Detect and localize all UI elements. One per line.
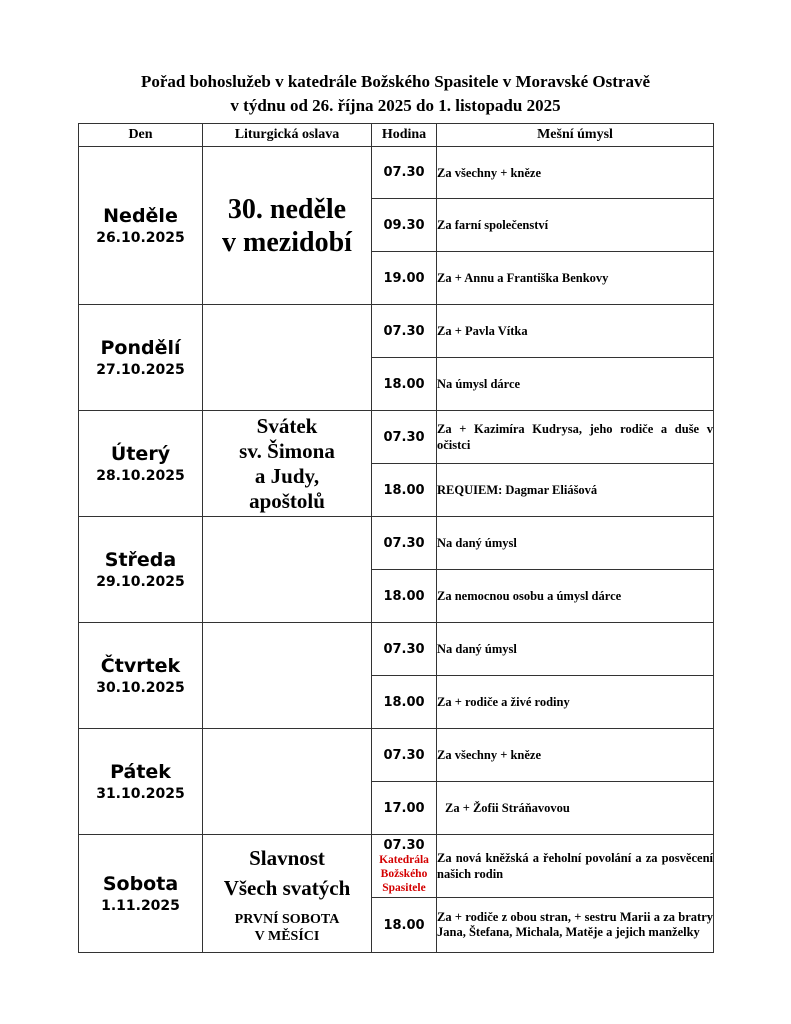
mass-intention: Za všechny + kněze bbox=[437, 147, 714, 199]
mass-time: 18.00 bbox=[372, 570, 437, 623]
mass-intention: Za + rodiče z obou stran, + sestru Marii a za bratry Jana, Štefana, Michala, Matěje a jejich manželky bbox=[437, 898, 714, 953]
mass-intention: Na daný úmysl bbox=[437, 623, 714, 676]
mass-intention: Za + Kazimíra Kudrysa, jeho rodiče a duše v očistci bbox=[437, 411, 714, 464]
feast-subtitle-line: V MĚSÍCI bbox=[254, 928, 320, 944]
day-date: 26.10.2025 bbox=[96, 229, 185, 246]
feast-line: Všech svatých bbox=[223, 875, 351, 900]
mass-intention: Za nemocnou osobu a úmysl dárce bbox=[437, 570, 714, 623]
mass-time: 17.00 bbox=[372, 782, 437, 835]
day-date: 28.10.2025 bbox=[96, 467, 185, 484]
mass-schedule-table bbox=[78, 123, 714, 953]
header-celebration: Liturgická oslava bbox=[203, 124, 372, 147]
day-cell-saturday bbox=[79, 835, 203, 953]
day-date: 1.11.2025 bbox=[101, 897, 180, 914]
title-line-2: v týdnu od 26. října 2025 do 1. listopadu 2025 bbox=[230, 96, 561, 115]
mass-intention: Za nová kněžská a řeholní povolání a za posvěcení našich rodin bbox=[437, 835, 714, 898]
mass-time: 07.30 bbox=[372, 517, 437, 570]
day-name: Středa bbox=[104, 548, 177, 571]
mass-time: 07.30 bbox=[383, 837, 425, 853]
feast-cell-tuesday bbox=[203, 411, 372, 517]
mass-time: 07.30 bbox=[372, 147, 437, 199]
mass-time: 07.30 bbox=[372, 729, 437, 782]
feast-line: v mezidobí bbox=[222, 226, 352, 258]
day-cell-monday bbox=[79, 305, 203, 411]
day-cell-wednesday bbox=[79, 517, 203, 623]
day-name: Sobota bbox=[102, 872, 179, 895]
table-row bbox=[79, 517, 714, 570]
mass-time: 07.30 bbox=[372, 411, 437, 464]
mass-intention: REQUIEM: Dagmar Eliášová bbox=[437, 464, 714, 517]
page-title bbox=[0, 70, 791, 118]
mass-time: 18.00 bbox=[372, 898, 437, 953]
day-cell-sunday bbox=[79, 147, 203, 305]
mass-location: Spasitele bbox=[382, 881, 426, 894]
feast-cell-sunday bbox=[203, 147, 372, 305]
header-hour: Hodina bbox=[372, 124, 437, 147]
mass-intention: Za všechny + kněze bbox=[437, 729, 714, 782]
feast-line: Svátek bbox=[256, 413, 318, 438]
day-name: Pátek bbox=[110, 760, 171, 783]
feast-subtitle bbox=[203, 911, 371, 945]
feast-cell-friday bbox=[203, 729, 372, 835]
mass-location: Katedrála bbox=[379, 853, 429, 866]
day-name: Pondělí bbox=[100, 336, 181, 359]
mass-time-cell bbox=[372, 835, 437, 898]
day-date: 30.10.2025 bbox=[96, 679, 185, 696]
feast-line: 30. neděle bbox=[227, 193, 347, 225]
day-cell-thursday bbox=[79, 623, 203, 729]
header-row bbox=[79, 124, 714, 147]
feast-subtitle-line: PRVNÍ SOBOTA bbox=[234, 911, 340, 927]
feast-cell-wednesday bbox=[203, 517, 372, 623]
mass-time: 18.00 bbox=[372, 358, 437, 411]
feast-line: a Judy, bbox=[254, 463, 320, 488]
table-row bbox=[79, 623, 714, 676]
feast-cell-saturday bbox=[203, 835, 372, 953]
feast-cell-thursday bbox=[203, 623, 372, 729]
mass-intention: Za + rodiče a živé rodiny bbox=[437, 676, 714, 729]
day-date: 29.10.2025 bbox=[96, 573, 185, 590]
mass-time: 07.30 bbox=[372, 305, 437, 358]
feast-line: sv. Šimona bbox=[239, 438, 335, 463]
table-row bbox=[79, 835, 714, 898]
title-line-1: Pořad bohoslužeb v katedrále Božského Spasitele v Moravské Ostravě bbox=[140, 72, 651, 91]
mass-time: 18.00 bbox=[372, 676, 437, 729]
mass-intention: Za + Annu a Františka Benkovy bbox=[437, 252, 714, 305]
mass-intention: Za + Pavla Vítka bbox=[437, 305, 714, 358]
feast-cell-monday bbox=[203, 305, 372, 411]
mass-intention: Za + Žofii Stráňavovou bbox=[437, 782, 714, 835]
table-row bbox=[79, 305, 714, 358]
day-date: 27.10.2025 bbox=[96, 361, 185, 378]
day-name: Úterý bbox=[110, 442, 171, 465]
feast-line: Slavnost bbox=[249, 845, 325, 870]
day-name: Neděle bbox=[103, 204, 178, 227]
table-row bbox=[79, 411, 714, 464]
header-day: Den bbox=[79, 124, 203, 147]
mass-time: 09.30 bbox=[372, 199, 437, 252]
day-name: Čtvrtek bbox=[100, 654, 181, 677]
header-intention: Mešní úmysl bbox=[437, 124, 714, 147]
mass-time: 07.30 bbox=[372, 623, 437, 676]
day-date: 31.10.2025 bbox=[96, 785, 185, 802]
mass-intention: Na úmysl dárce bbox=[437, 358, 714, 411]
mass-location: Božského bbox=[380, 867, 428, 880]
mass-intention: Za farní společenství bbox=[437, 199, 714, 252]
feast-line: apoštolů bbox=[249, 488, 325, 513]
table-row bbox=[79, 147, 714, 199]
mass-intention: Na daný úmysl bbox=[437, 517, 714, 570]
day-cell-tuesday bbox=[79, 411, 203, 517]
mass-time: 19.00 bbox=[372, 252, 437, 305]
table-row bbox=[79, 729, 714, 782]
mass-time: 18.00 bbox=[372, 464, 437, 517]
day-cell-friday bbox=[79, 729, 203, 835]
